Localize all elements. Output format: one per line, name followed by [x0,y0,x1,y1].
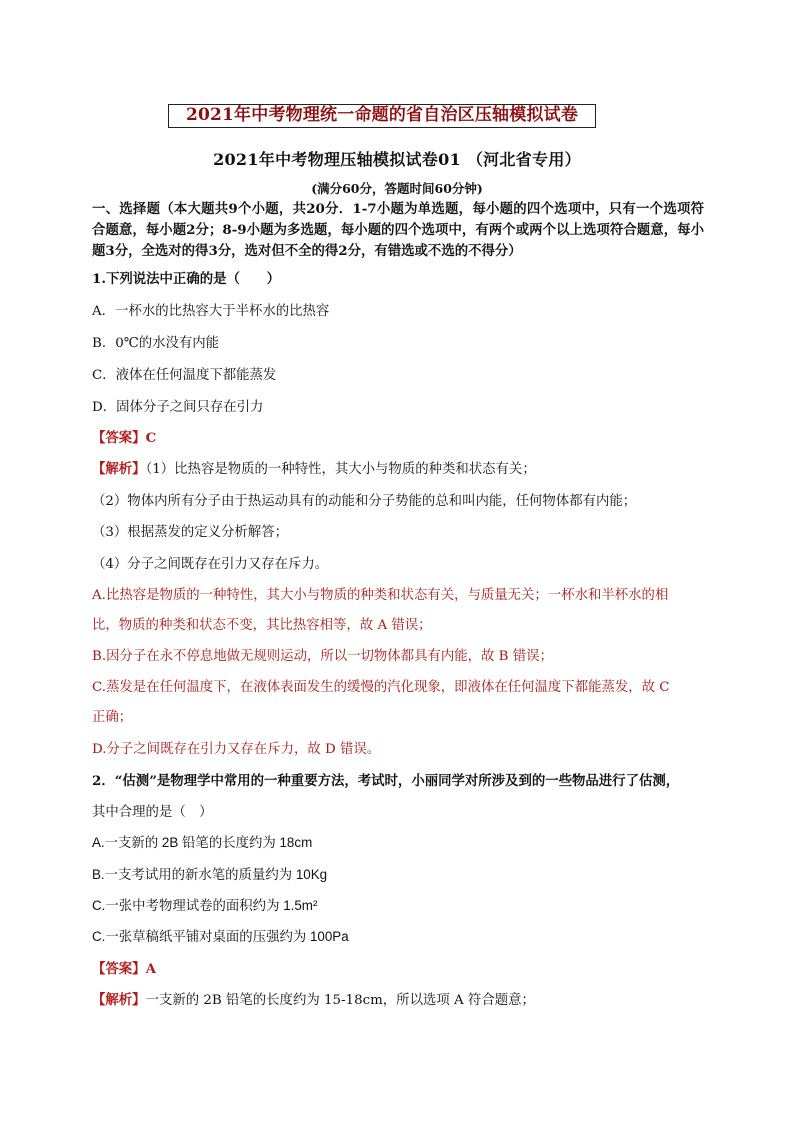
q1-detail-1: A.比热容是物质的一种特性，其大小与物质的种类和状态有关，与质量无关；一杯水和半杯水的相 [92,588,669,603]
q2-option-a-text: A.一支新的 2B 铅笔的长度约为 18cm [92,835,313,850]
q1-detail-3: B.因分子在永不停息地做无规则运动，所以一切物体都具有内能，故 B 错误； [92,649,553,664]
q1-analysis-1 [92,458,712,477]
series-banner-text: 2021年中考物理统一命题的省自治区压轴模拟试卷 [185,105,579,125]
q1-answer-tag: 【答案】 [92,430,146,446]
section-heading: 一、选择题（本大题共9个小题，共20分．1-7小题为单选题，每小题的四个选项中，只有一个选项符合题意，每小题2分；8-9小题为多选题，每小题的四个选项中，有两个或两个以上选项符合题意，每小题3分，全选对的得3分，选对但不全的得2分，有错选或不选的不得分） [92,201,704,259]
q2-answer-value: A [145,961,156,977]
paper-title: 2021年中考物理压轴模拟试卷01 （河北省专用） [213,150,581,169]
q2-option-c [92,895,712,914]
q1-analysis-tag: 【解析】 [92,461,146,477]
q1-option-d: D．固体分子之间只存在引力 [92,400,264,415]
q1-option-c: C．液体在任何温度下都能蒸发 [92,368,277,383]
q1-detail-6: D.分子之间既存在引力又存在斥力，故 D 错误。 [92,742,381,757]
q2-analysis-tag: 【解析】 [92,992,146,1008]
q1-detail-4: C.蒸发是在任何温度下，在液体表面发生的缓慢的汽化现象，即液体在任何温度下都能蒸发，故 C [92,680,670,695]
q1-answer [92,427,712,446]
q2-option-d-text: C.一张草稿纸平铺对桌面的压强约为 100Pa [92,929,349,944]
q1-analysis-4: （4）分子之间既存在引力又存在斥力。 [92,557,329,572]
q2-answer [92,958,712,977]
paper-subtitle: (满分60分，答题时间60分钟) [311,181,483,196]
series-banner [168,104,596,128]
q2-stem-2: 其中合理的是（ ） [92,805,213,820]
q1-analysis-text-1: （1）比热容是物质的一种特性，其大小与物质的种类和状态有关； [145,462,536,477]
q2-option-c-text: C.一张中考物理试卷的面积约为 1.5m² [92,898,318,913]
q1-detail-2: 比，物质的种类和状态不变，其比热容相等，故 A 错误； [92,618,432,633]
q1-stem: 1.下列说法中正确的是（ ） [92,271,281,287]
q1-analysis-2: （2）物体内所有分子由于热运动具有的动能和分子势能的总和叫内能，任何物体都有内能； [92,494,637,509]
q1-detail-5: 正确； [92,710,133,725]
q1-analysis-3: （3）根据蒸发的定义分析解答； [92,525,288,540]
q1-option-a: A．一杯水的比热容大于半杯水的比热容 [92,304,330,319]
q2-option-b [92,864,712,883]
q1-answer-value: C [145,430,157,446]
q1-option-b: B．0℃的水没有内能 [92,336,220,351]
q2-analysis [92,989,712,1008]
q2-analysis-text: 一支新的 2B 铅笔的长度约为 15-18cm，所以选项 A 符合题意； [145,993,535,1008]
q2-answer-tag: 【答案】 [92,961,146,977]
q2-option-b-text: B.一支考试用的新水笔的质量约为 10Kg [92,867,328,882]
q2-option-a [92,832,712,851]
q2-option-d [92,926,712,945]
q2-stem-1: 2．“估测”是物理学中常用的一种重要方法，考试时，小丽同学对所涉及到的一些物品进行了估测， [92,773,680,789]
